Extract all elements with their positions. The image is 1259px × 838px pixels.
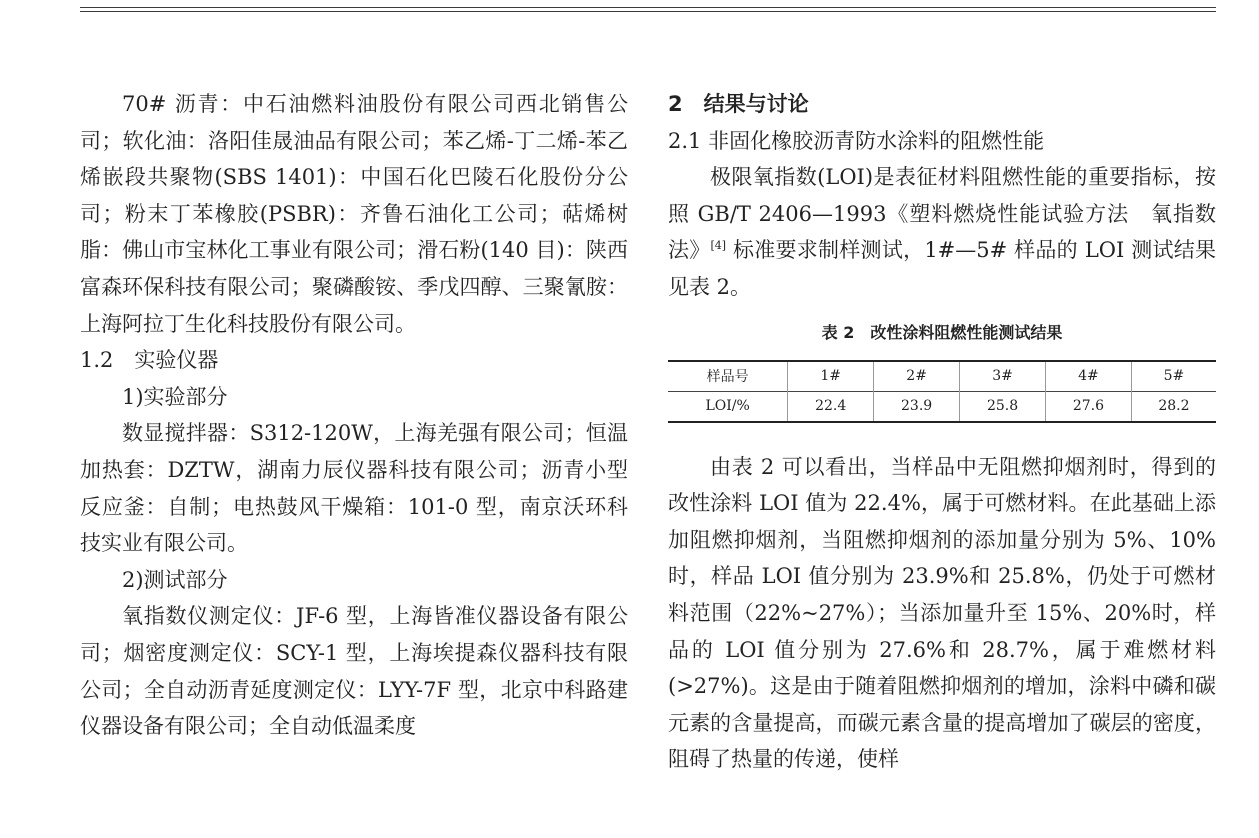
- table-cell: 22.4: [788, 391, 874, 422]
- table-header-cell: 2#: [874, 361, 960, 392]
- header-rule-top: [80, 7, 1216, 8]
- table-cell: 28.2: [1131, 391, 1216, 422]
- loi-intro-text-end: 标准要求制样测试，1#—5# 样品的 LOI 测试结果见表 2。: [668, 238, 1216, 299]
- table-header-cell: 样品号: [706, 369, 749, 386]
- table-cell: 25.8: [960, 391, 1046, 422]
- subheading-experiment: 1)实验部分: [122, 384, 228, 409]
- section-heading-2: 2 结果与讨论: [668, 92, 809, 116]
- loi-intro-text: 极限氧指数(LOI)是表征材料阻燃性能的重要指标，按照 GB/T 2406—1993《塑料燃烧性能试验方法 氧指数法》: [668, 165, 1216, 263]
- table-cell: 27.6: [1045, 391, 1131, 422]
- testing-equipment-paragraph: 氧指数仪测定仪：JF-6 型，上海皆准仪器设备有限公司；烟密度测定仪：SCY-1 型，上海埃提森仪器科技有限公司；全自动沥青延度测定仪：LYY-7F 型，北京中科路建仪器设备有限公司；全自动低温柔度: [80, 604, 628, 739]
- section-heading-1-2: 1.2 实验仪器: [80, 348, 219, 373]
- table-row-label: LOI/%: [705, 398, 750, 415]
- right-column: [668, 86, 1216, 778]
- table-header-row: [668, 361, 1216, 392]
- table-header-cell: 5#: [1131, 361, 1216, 392]
- table-caption: 表 2 改性涂料阻燃性能测试结果: [821, 322, 1063, 342]
- header-rule-bottom: [80, 11, 1216, 12]
- reference-marker: [4]: [710, 239, 727, 253]
- table-row: [668, 391, 1216, 422]
- loi-table: [668, 360, 1216, 423]
- table-header-cell: 1#: [788, 361, 874, 392]
- left-column: [80, 86, 628, 745]
- loi-intro-paragraph: [668, 159, 1216, 305]
- subheading-testing: 2)测试部分: [122, 567, 228, 592]
- table-header-cell: 3#: [960, 361, 1046, 392]
- discussion-paragraph: 由表 2 可以看出，当样品中无阻燃抑烟剂时，得到的改性涂料 LOI 值为 22.4%，属于可燃材料。在此基础上添加阻燃抑烟剂，当阻燃抑烟剂的添加量分别为 5%、10%时，样品 LOI 值分别为 23.9%和 25.8%，仍处于可燃材料范围（22%~27%）；当添加量升至 15%、20%时，样品的 LOI 值分别为 27.6%和 28.7%，属于难燃材料(>27%)。这是由于随着阻燃抑烟剂的增加，涂料中磷和碳元素的含量提高，而碳元素含量的提高增加了碳层的密度，阻碍了热量的传递，使样: [668, 454, 1216, 772]
- experiment-equipment-paragraph: 数显搅拌器：S312-120W，上海羌强有限公司；恒温加热套：DZTW，湖南力辰仪器科技有限公司；沥青小型反应釜：自制；电热鼓风干燥箱：101-0 型，南京沃环科技实业有限公司。: [80, 421, 628, 556]
- materials-paragraph: 70# 沥青：中石油燃料油股份有限公司西北销售公司；软化油：洛阳佳晟油品有限公司；苯乙烯-丁二烯-苯乙烯嵌段共聚物(SBS 1401)：中国石化巴陵石化股份分公司；粉末丁苯橡胶(PSBR)：齐鲁石油化工公司；萜烯树脂：佛山市宝林化工事业有限公司；滑石粉(140 目)：陕西富森环保科技有限公司；聚磷酸铵、季戊四醇、三聚氰胺：上海阿拉丁生化科技股份有限公司。: [80, 92, 628, 336]
- table-header-cell: 4#: [1045, 361, 1131, 392]
- section-heading-2-1: 2.1 非固化橡胶沥青防水涂料的阻燃性能: [668, 128, 1045, 153]
- table-cell: 23.9: [874, 391, 960, 422]
